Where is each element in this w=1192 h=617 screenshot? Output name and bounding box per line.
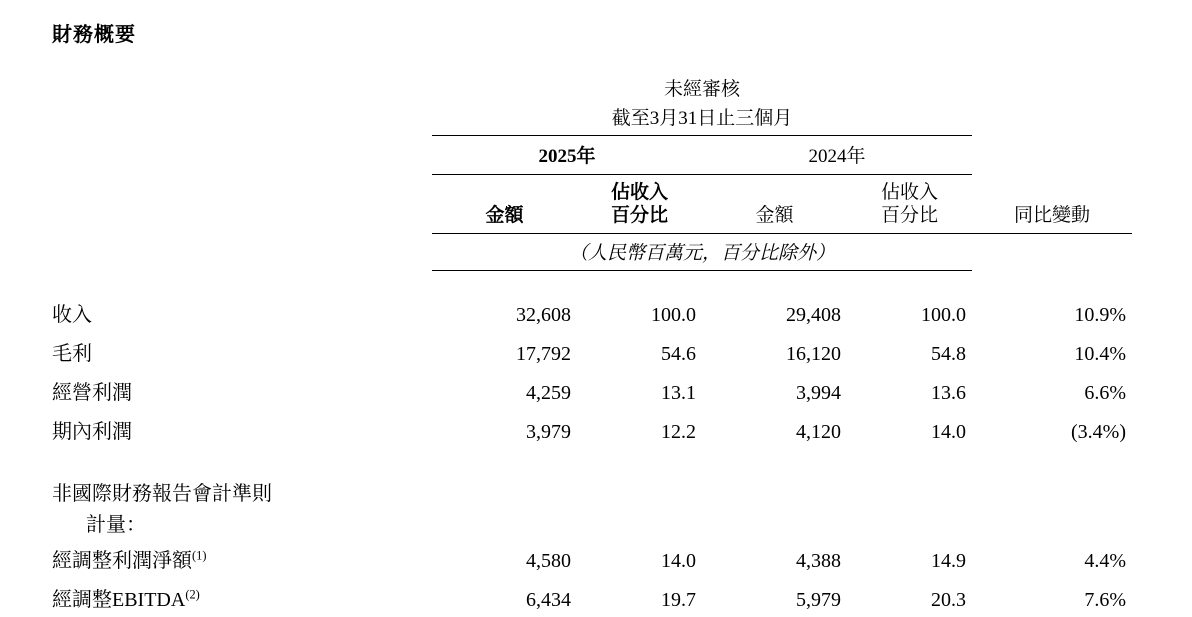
- row-label: 毛利: [52, 343, 92, 366]
- row-yoy: 10.9%: [1074, 304, 1126, 327]
- spacer-cell: [972, 136, 1132, 174]
- row-percent-2025: 54.6: [661, 343, 696, 366]
- table-units-note-row: [52, 234, 1132, 270]
- table-header-years: [52, 136, 1132, 174]
- row-amount-2025: 3,979: [526, 421, 571, 444]
- spacer-cell: [972, 234, 1132, 270]
- table-header-period: [52, 103, 1132, 134]
- table-row: [52, 578, 1132, 617]
- spacer-cell: [52, 74, 432, 103]
- group-title-row-2: [52, 506, 1132, 539]
- table-header-columns: [52, 175, 1132, 233]
- units-note: （人民幣百萬元，百分比除外）: [568, 243, 835, 265]
- row-percent-2025: 100.0: [651, 304, 696, 327]
- row-amount-2025: 17,792: [516, 343, 571, 366]
- col-header-amount-2025: 金額: [485, 205, 524, 227]
- col-header-percent-2024-line2: 百分比: [880, 205, 938, 227]
- row-amount-2025: 4,259: [526, 382, 571, 405]
- row-percent-2025: 14.0: [661, 550, 696, 573]
- row-amount-2024: 4,388: [796, 550, 841, 573]
- financial-summary-table: [52, 74, 1132, 617]
- row-label: [52, 539, 432, 578]
- col-header-percent-2025-line2: 百分比: [610, 205, 668, 227]
- row-percent-2024: 54.8: [931, 343, 966, 366]
- row-label-text: 經調整利潤淨額: [52, 550, 192, 573]
- table-row: [52, 371, 1132, 410]
- col-header-amount-2024: 金額: [755, 205, 794, 227]
- spacer-cell: [52, 234, 432, 270]
- spacer-cell: [52, 103, 432, 134]
- row-yoy: 6.6%: [1084, 382, 1126, 405]
- unaudited-label: 未經審核: [663, 79, 740, 100]
- spacer-cell: [972, 103, 1132, 134]
- row-percent-2024: 14.9: [931, 550, 966, 573]
- row-amount-2024: 5,979: [796, 589, 841, 612]
- col-header-yoy: 同比變動: [1013, 205, 1090, 227]
- spacer-row: [52, 271, 1132, 294]
- col-header-percent-2024-line1: 佔收入: [880, 182, 938, 203]
- row-yoy: (3.4%): [1071, 421, 1126, 444]
- row-percent-2024: 14.0: [931, 421, 966, 444]
- spacer-row: [52, 449, 1132, 471]
- spacer-cell: [52, 449, 1132, 471]
- spacer-cell: [972, 74, 1132, 103]
- row-label-footnote: (1): [192, 548, 207, 563]
- group-title-line1: 非國際財務報告會計準則: [52, 483, 272, 506]
- row-percent-2025: 12.2: [661, 421, 696, 444]
- spacer-cell: [52, 136, 432, 174]
- table-row: [52, 293, 1132, 332]
- spacer-cell: [52, 271, 1132, 294]
- row-label: 收入: [52, 304, 92, 327]
- row-percent-2025: 13.1: [661, 382, 696, 405]
- page-title: 財務概要: [52, 24, 136, 46]
- table-row: [52, 410, 1132, 449]
- row-amount-2024: 29,408: [786, 304, 841, 327]
- row-amount-2024: 4,120: [796, 421, 841, 444]
- row-amount-2025: 4,580: [526, 550, 571, 573]
- row-label: 經營利潤: [52, 382, 132, 405]
- row-amount-2025: 32,608: [516, 304, 571, 327]
- group-title-row-1: [52, 471, 1132, 506]
- row-percent-2025: 19.7: [661, 589, 696, 612]
- row-label-footnote: (2): [185, 587, 200, 602]
- row-yoy: 4.4%: [1084, 550, 1126, 573]
- table-row: [52, 539, 1132, 578]
- table-header-unaudited: [52, 74, 1132, 103]
- col-header-percent-2025: [577, 175, 702, 233]
- row-percent-2024: 100.0: [921, 304, 966, 327]
- row-label: 期內利潤: [52, 421, 132, 444]
- col-header-percent-2025-line1: 佔收入: [610, 182, 668, 203]
- row-yoy: 10.4%: [1074, 343, 1126, 366]
- row-amount-2024: 16,120: [786, 343, 841, 366]
- group-title-line2: 計量：: [86, 514, 146, 537]
- row-amount-2025: 6,434: [526, 589, 571, 612]
- year-2025-label: 2025年: [538, 146, 596, 167]
- row-percent-2024: 13.6: [931, 382, 966, 405]
- spacer-cell: [52, 175, 432, 233]
- row-yoy: 7.6%: [1084, 589, 1126, 612]
- row-label: [52, 578, 432, 617]
- year-2024-label: 2024年: [808, 146, 866, 167]
- row-amount-2024: 3,994: [796, 382, 841, 405]
- period-label: 截至3月31日止三個月: [611, 108, 793, 129]
- table-row: [52, 332, 1132, 371]
- col-header-percent-2024: [847, 175, 972, 233]
- row-label-text: 經調整EBITDA: [52, 589, 186, 612]
- row-percent-2024: 20.3: [931, 589, 966, 612]
